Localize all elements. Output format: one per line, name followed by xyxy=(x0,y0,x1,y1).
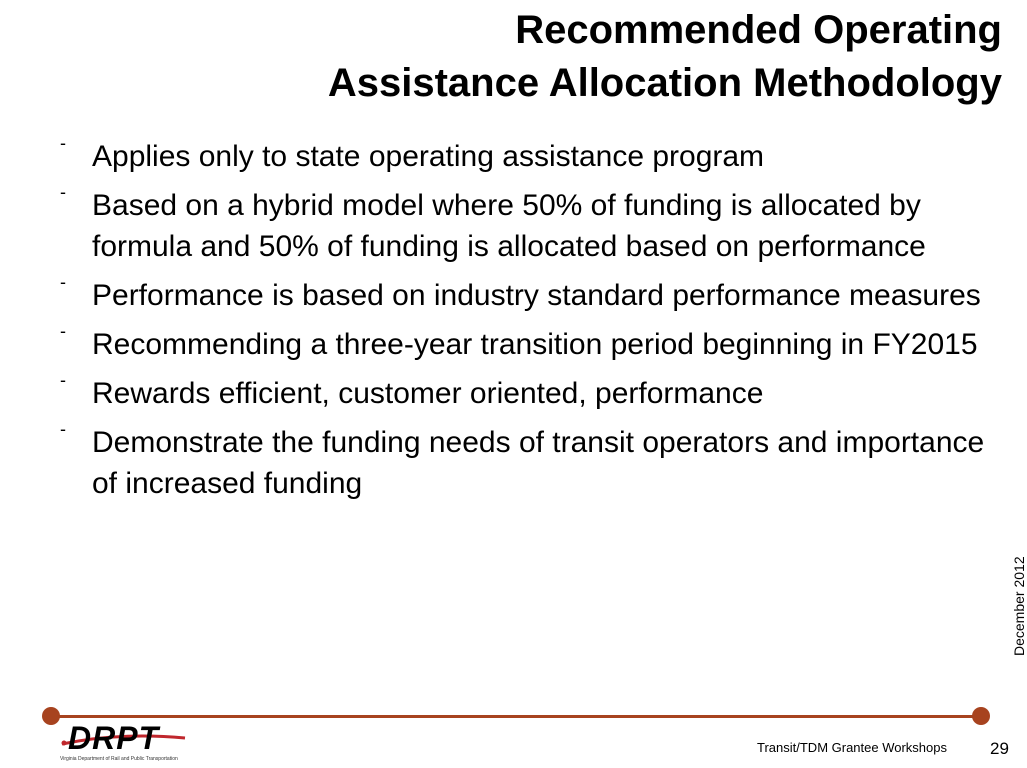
divider-end-dot-left xyxy=(42,707,60,725)
bullet-text: Demonstrate the funding needs of transit operators and importance of increased funding xyxy=(92,426,985,500)
bullet-item xyxy=(60,321,995,365)
logo-wordmark: DRPT xyxy=(68,720,160,756)
bullet-item xyxy=(60,272,995,316)
bullet-text: Performance is based on industry standard performance measures xyxy=(92,279,981,312)
bullet-marker: - xyxy=(60,419,66,439)
bullet-text: Applies only to state operating assistance program xyxy=(92,140,765,173)
bullet-text: Rewards efficient, customer oriented, performance xyxy=(92,377,764,410)
drpt-logo xyxy=(60,720,190,764)
bullet-text: Recommending a three-year transition period beginning in FY2015 xyxy=(92,328,978,361)
slide-title-line-1: Recommended Operating xyxy=(515,8,1002,52)
logo-subtitle: Virginia Department of Rail and Public Transportation xyxy=(60,756,178,762)
bullet-item xyxy=(60,182,995,267)
slide-title-line-2: Assistance Allocation Methodology xyxy=(327,61,1002,105)
footer-event-name: Transit/TDM Grantee Workshops xyxy=(757,740,947,755)
bullet-list xyxy=(60,133,995,512)
bullet-marker: - xyxy=(60,272,66,292)
bullet-marker: - xyxy=(60,321,66,341)
side-date: December 2012 xyxy=(1011,556,1027,656)
bullet-marker: - xyxy=(60,133,66,153)
bullet-item xyxy=(60,419,995,504)
bullet-marker: - xyxy=(60,182,66,202)
bullet-marker: - xyxy=(60,370,66,390)
footer-divider xyxy=(48,715,984,718)
slide-title xyxy=(328,4,1002,110)
page-number: 29 xyxy=(990,739,1009,758)
bullet-item xyxy=(60,133,995,177)
bullet-item xyxy=(60,370,995,414)
divider-end-dot-right xyxy=(972,707,990,725)
bullet-text: Based on a hybrid model where 50% of funding is allocated by formula and 50% of funding is allocated based on performance xyxy=(92,189,926,263)
